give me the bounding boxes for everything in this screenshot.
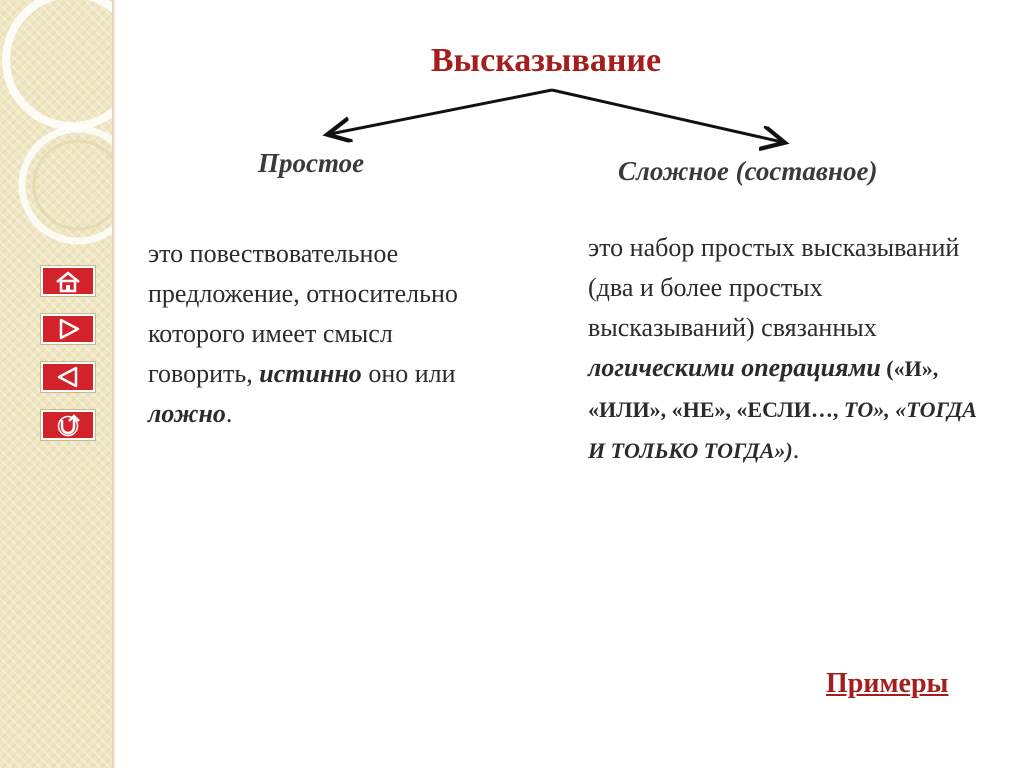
complex-label: Сложное (составное) <box>618 156 878 186</box>
complex-desc-logical-ops: логическими операциями <box>588 353 881 382</box>
simple-desc-text: это повествовательное предложение, относительно которого имеет смысл говорить, <box>148 239 458 388</box>
arrow-to-simple <box>330 90 552 134</box>
simple-desc-false: ложно <box>148 399 226 428</box>
slide-title: Высказывание <box>430 42 662 79</box>
home-button[interactable] <box>41 266 95 296</box>
side-strip-edge <box>112 0 116 768</box>
examples-link[interactable]: Примеры <box>826 668 949 699</box>
complex-desc-operators: («И», «ИЛИ», «НЕ», «ЕСЛИ…, <box>588 356 939 422</box>
return-button[interactable] <box>41 410 95 440</box>
play-left-icon <box>43 364 93 390</box>
play-right-icon <box>43 316 93 342</box>
complex-desc-operators-end: ТО», «ТОГДА И ТОЛЬКО ТОГДА») <box>588 397 977 463</box>
simple-desc-end: . <box>225 399 233 428</box>
simple-desc-true: истинно <box>259 359 362 388</box>
previous-slide-button[interactable] <box>41 362 95 392</box>
complex-desc-end: . <box>792 435 800 464</box>
simple-description <box>148 234 498 434</box>
next-slide-button[interactable] <box>41 314 95 344</box>
home-icon <box>43 268 93 294</box>
simple-desc-or: оно или <box>361 359 456 388</box>
return-icon <box>43 412 93 438</box>
simple-label: Простое <box>258 148 365 178</box>
complex-desc-text: это набор простых высказываний (два и более простых высказываний) связанных <box>588 233 960 342</box>
complex-description <box>588 228 988 471</box>
arrow-to-complex <box>552 90 782 142</box>
